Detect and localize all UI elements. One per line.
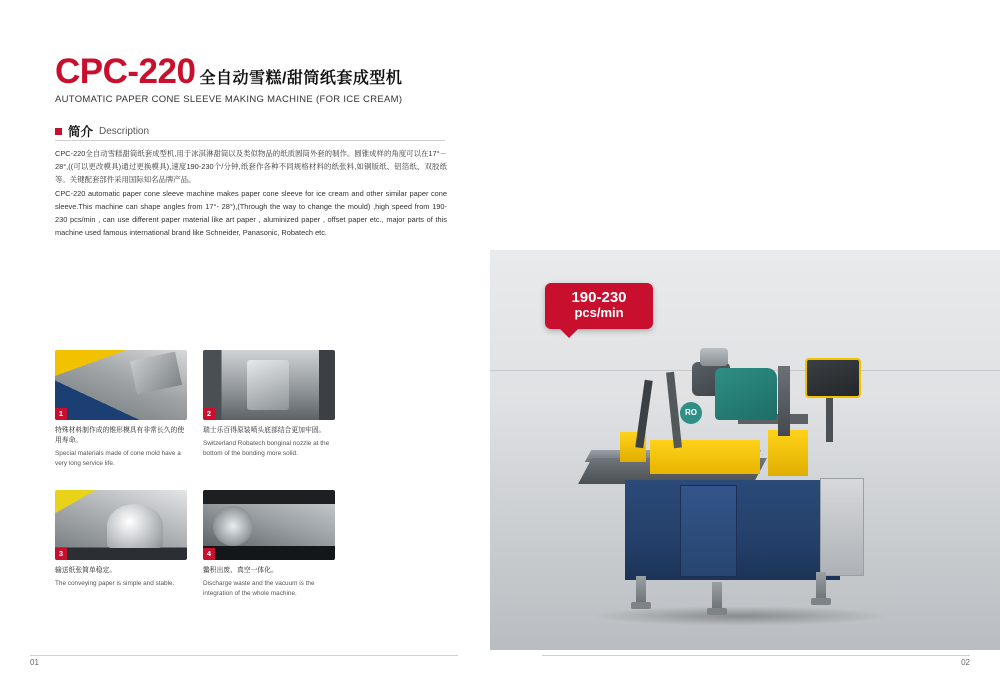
photo-caption-cn-1: 特殊材料制作成的锥形模具有非常长久的使用寿命。 <box>55 427 185 445</box>
machine-foot-pad <box>707 608 727 615</box>
speed-badge-value: 190-230 <box>571 289 627 306</box>
photo-cell-4 <box>203 490 335 598</box>
photo-number-4: 4 <box>203 548 215 560</box>
photo-cell-2 <box>203 350 335 458</box>
machine-yellow-housing <box>650 440 760 474</box>
description-paragraph-cn: CPC-220全自动雪糕甜筒纸套成型机,用于冰淇淋甜筒以及类似物品的纸质圆筒外套的制作。圆锥成样的角度可以在17°－28°,((可以更改模具)通过更换模具),速度190-230个/分钟,纸套作各种不同规格材料的纸张料,如铜版纸、铝箔纸、双胶纸等。关键配套部件采用国际知名品牌产品。 <box>55 149 447 184</box>
photo-number-1: 1 <box>55 408 67 420</box>
bullet-square-icon <box>55 128 62 135</box>
photo-caption-cn-4: 鳖积出废、真空一体化。 <box>203 567 278 574</box>
machine-leg <box>816 572 826 600</box>
machine-support-arm <box>778 366 790 436</box>
photo-caption-en-4: Discharge waste and the vacuum is the integration of the whole machine. <box>203 580 315 597</box>
machine-illustration <box>530 310 910 600</box>
description-heading-cn: 简介 <box>68 125 94 139</box>
left-page <box>0 0 488 683</box>
photo-cell-3 <box>55 490 187 589</box>
photo-cell-1 <box>55 350 187 469</box>
machine-leg <box>636 576 646 604</box>
machine-shadow <box>590 606 890 626</box>
photo-image-2 <box>203 350 335 420</box>
title-english: AUTOMATIC PAPER CONE SLEEVE MAKING MACHINE (FOR ICE CREAM) <box>55 94 403 105</box>
photo-number-3: 3 <box>55 548 67 560</box>
machine-head-cap <box>700 348 728 366</box>
machine-head-teal <box>715 368 777 420</box>
machine-foot-pad <box>631 602 651 609</box>
page-number-right: 02 <box>961 658 970 667</box>
photo-caption-en-2: Switzerland Robatech bonginal nozzle at the bottom of the bonding more solid. <box>203 440 330 457</box>
machine-brand-logo: RO <box>680 402 702 424</box>
machine-panel-post <box>826 392 833 442</box>
description-heading <box>55 122 149 140</box>
photo-number-2: 2 <box>203 408 215 420</box>
description-heading-en: Description <box>99 125 150 137</box>
page-title: CPC-220 <box>55 52 196 91</box>
photo-image-3 <box>55 490 187 560</box>
machine-leg <box>712 582 722 610</box>
speed-badge-unit: pcs/min <box>574 304 624 320</box>
machine-side-panel <box>820 478 864 576</box>
photo-caption-cn-2: 瑞士乐百得原装喷头底部结合更加牢固。 <box>203 427 326 434</box>
footer-divider-right <box>542 655 970 656</box>
machine-control-panel <box>805 358 861 398</box>
machine-yellow-guard-right <box>768 430 808 476</box>
photo-caption-cn-3: 输送纸张简单稳定。 <box>55 567 117 574</box>
footer-divider-left <box>30 655 458 656</box>
photo-caption-en-3: The conveying paper is simple and stable. <box>55 580 175 588</box>
description-paragraph-en: CPC-220 automatic paper cone sleeve machine makes paper cone sleeve for ice cream and other similar paper cone sleeve.This machine can shape angles from 17°- 28°),(Through the way to change the mould) ,high speed from 190-230 pcs/min , can use different paper material like art paper , aluminized paper , offset paper etc., major parts of this machine used famous international brand like Schneider, Panasonic, Robatech etc. <box>55 189 447 237</box>
photo-image-1 <box>55 350 187 420</box>
divider <box>55 140 445 141</box>
photo-image-4 <box>203 490 335 560</box>
machine-frame-bar-a <box>635 380 652 448</box>
page-number-left: 01 <box>30 658 39 667</box>
photo-caption-en-1: Special materials made of cone mold have a very long service life. <box>55 450 181 467</box>
title-block <box>55 52 455 105</box>
machine-cabinet-door <box>680 485 737 577</box>
speed-badge <box>545 283 653 329</box>
title-chinese: 全自动雪糕/甜筒纸套成型机 <box>199 70 403 87</box>
machine-foot-pad <box>811 598 831 605</box>
